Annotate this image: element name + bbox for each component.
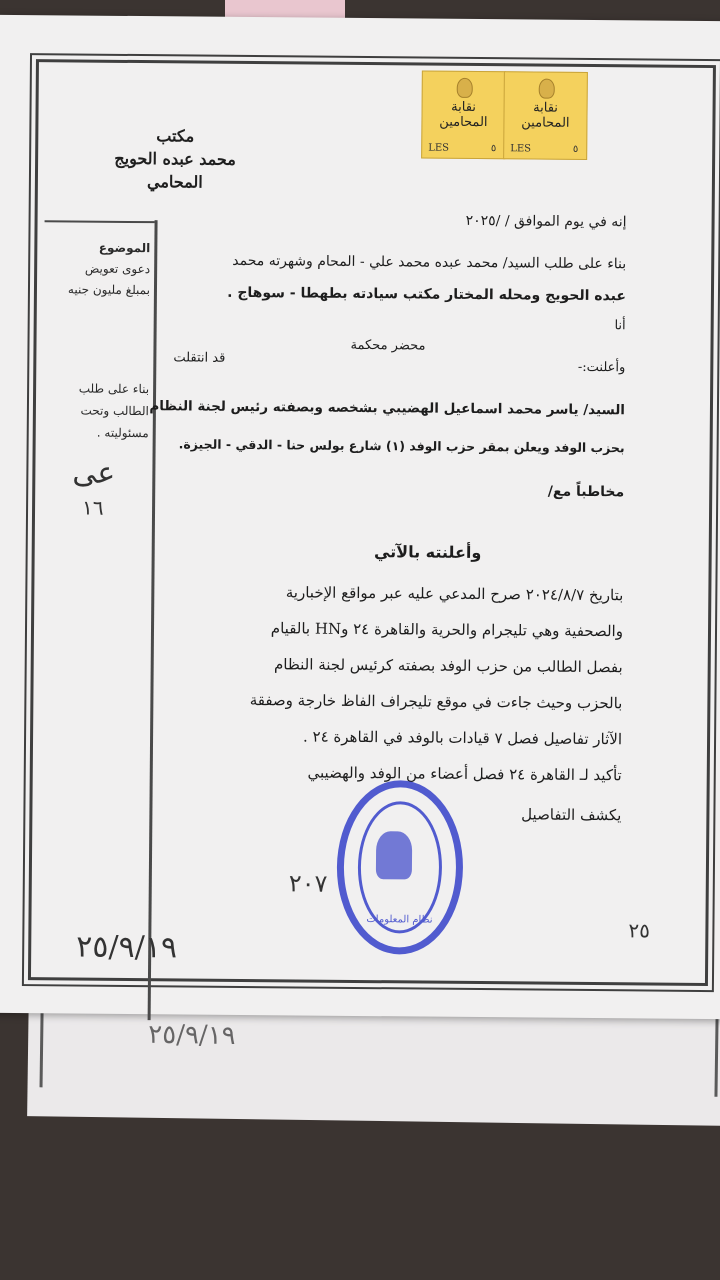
court-text: محضر محكمة	[350, 337, 426, 354]
stamp-currency: LES	[428, 142, 450, 154]
announced-label: وأعلنت:-	[577, 359, 626, 376]
stamp-name: نقابة المحامين	[439, 99, 488, 131]
office-header	[105, 124, 246, 194]
eagle-icon	[376, 831, 412, 879]
note-text: مسئوليته .	[96, 425, 149, 441]
stamp-value: ٥	[490, 143, 497, 155]
office-label: مكتب	[156, 126, 195, 146]
ana-text: أنا	[614, 318, 626, 334]
subject-text: بمبلغ مليون جنيه	[67, 282, 151, 298]
margin-handwriting: ١٦	[81, 495, 104, 520]
recipient-line: مخاطباً مع/	[547, 483, 625, 501]
handwritten-date: ٢٥/٩/١٩	[76, 929, 178, 966]
body-line: الآثار تفاصيل فصل ٧ قيادات بالوفد في القاهرة ٢٤ .	[302, 727, 623, 749]
crest-icon	[539, 79, 555, 99]
lawyers-syndicate-stamp	[421, 71, 506, 160]
request-line: بناء على طلب السيد/ محمد عبده محمد علي - المحام وشهرته محمد	[232, 252, 627, 273]
request-note	[37, 377, 150, 444]
lawyer-name: محمد عبده الحويج	[114, 148, 236, 169]
body-line: بفصل الطالب من حزب الوفد بصفته كرئيس لجنة النظام	[273, 655, 623, 677]
body-line: والصحفية وهي تليجرام والحرية والقاهرة ٢٤ وHN بالقيام	[270, 619, 624, 641]
stamp-currency: LES	[510, 143, 532, 155]
subject-text: دعوى تعويض	[84, 261, 151, 277]
margin-handwriting: عى	[72, 455, 116, 491]
date-line: إنه في يوم الموافق / /٢٠٢٥	[465, 212, 627, 231]
request-line: عبده الحويج ومحله المختار مكتب سيادته بطهطا - سوهاج .	[227, 284, 627, 305]
recipient-line: بحزب الوفد ويعلن بمقر حزب الوفد (١) شارع بولس حنا - الدقي - الجيزة.	[178, 436, 625, 456]
stamp-value: ٥	[572, 143, 579, 155]
body-line: يكشف التفاصيل	[521, 805, 622, 825]
body-line: بتاريخ ٢٠٢٤/٨/٧ صرح المدعي عليه عبر مواقع الإخبارية	[285, 583, 624, 605]
crest-icon	[457, 78, 473, 98]
note-text: الطالب وتحت	[80, 403, 149, 419]
subject-box	[38, 237, 151, 301]
body-line: بالحزب وحيث جاءت في موقع تليجراف الفاظ خارجة وصفقة	[249, 691, 623, 713]
note-text: بناء على طلب	[78, 381, 150, 397]
underlying-handwriting: ٢٥/٩/١٩	[148, 1019, 236, 1052]
section-heading: وأعلنته بالآتي	[373, 542, 482, 563]
seal-text: نظام المعلومات	[366, 914, 433, 926]
body-line: تأكيد لـ القاهرة ٢٤ فصل أعضاء من الوفد والهضيبي	[307, 763, 622, 785]
subject-label: الموضوع	[98, 240, 151, 256]
handwritten-number: ٢٠٧	[288, 869, 328, 898]
stamp-name: نقابة المحامين	[521, 100, 570, 131]
legal-document	[0, 15, 720, 1019]
recipient-line: السيد/ ياسر محمد اسماعيل الهضيبي بشخصه وبصفته رئيس لجنة النظام	[149, 398, 626, 419]
lawyers-syndicate-stamp	[503, 71, 588, 160]
lawyer-title: المحامي	[146, 172, 203, 192]
moved-text: قد انتقلت	[173, 350, 226, 366]
handwritten-number: ٢٥	[628, 918, 650, 943]
